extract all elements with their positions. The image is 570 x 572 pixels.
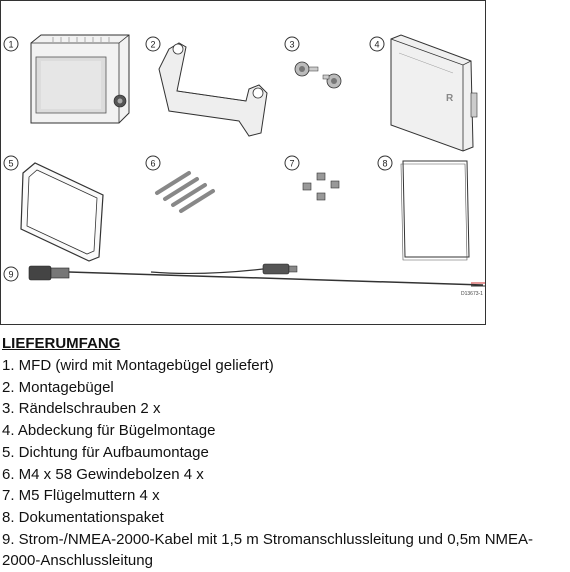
parts-illustration bbox=[1, 1, 485, 324]
nuts-drawing bbox=[285, 156, 339, 200]
cable-drawing bbox=[4, 264, 485, 297]
contents-heading: LIEFERUMFANG bbox=[2, 335, 121, 352]
list-item: 4. Abdeckung für Bügelmontage bbox=[2, 422, 216, 440]
bracket-drawing bbox=[146, 37, 267, 136]
item-number-5: 5 bbox=[8, 158, 14, 169]
list-item: 5. Dichtung für Aufbaumontage bbox=[2, 443, 209, 461]
item-number-7: 7 bbox=[289, 158, 295, 169]
list-item: 7. M5 Flügelmuttern 4 x bbox=[2, 487, 160, 505]
knobs-drawing bbox=[285, 37, 341, 88]
list-item: 2. Montagebügel bbox=[2, 378, 114, 396]
documents-drawing bbox=[378, 156, 469, 260]
cover-logo: R bbox=[446, 93, 454, 104]
drawing-code: D13673-1 bbox=[461, 291, 483, 297]
contents-text bbox=[2, 334, 568, 572]
list-item: 9. Strom-/NMEA-2000-Kabel mit 1,5 m Stromanschlussleitung und 0,5m NMEA-2000-Anschlussleitung bbox=[2, 530, 534, 570]
item-number-6: 6 bbox=[150, 158, 156, 169]
mfd-drawing bbox=[4, 35, 129, 123]
item-number-8: 8 bbox=[382, 158, 388, 169]
contents-list bbox=[2, 355, 568, 572]
item-number-3: 3 bbox=[289, 39, 295, 50]
list-item: 1. MFD (wird mit Montagebügel geliefert) bbox=[2, 357, 274, 374]
list-item: 6. M4 x 58 Gewindebolzen 4 x bbox=[2, 465, 204, 483]
item-number-1: 1 bbox=[8, 39, 14, 50]
list-item: 8. Dokumentationspaket bbox=[2, 508, 164, 526]
item-number-4: 4 bbox=[374, 39, 380, 50]
gasket-drawing bbox=[4, 156, 103, 261]
studs-drawing bbox=[146, 156, 213, 211]
item-number-9: 9 bbox=[8, 269, 14, 280]
list-item: 3. Rändelschrauben 2 x bbox=[2, 400, 161, 418]
item-number-2: 2 bbox=[150, 39, 156, 50]
cover-drawing bbox=[370, 35, 477, 151]
parts-figure bbox=[0, 0, 486, 325]
